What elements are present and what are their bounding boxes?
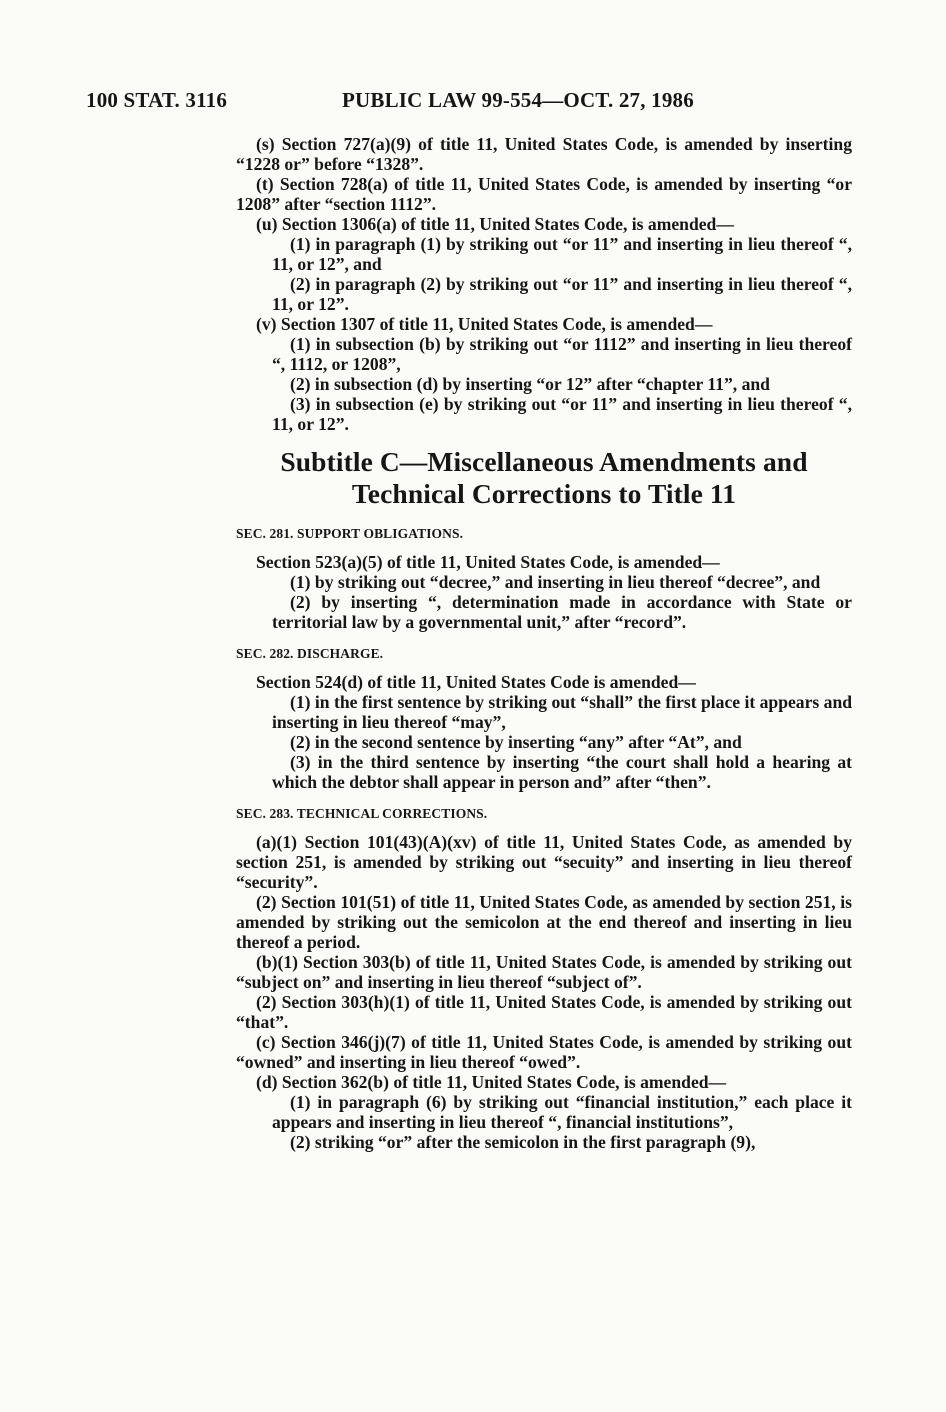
document-body: [236, 134, 852, 1152]
section-281-para-1: (1) by striking out “decree,” and inserting in lieu thereof “decree”, and: [290, 572, 821, 592]
public-law-header: PUBLIC LAW 99-554—OCT. 27, 1986: [342, 88, 694, 112]
subtitle-line-2: Technical Corrections to Title 11: [351, 478, 737, 509]
stat-page-reference: 100 STAT. 3116: [86, 88, 228, 112]
subtitle-line-1: Subtitle C—Miscellaneous Amendments and: [280, 446, 808, 477]
paragraph-s: (s) Section 727(a)(9) of title 11, United States Code, is amended by inserting “1228 or” before “1328”.: [236, 134, 852, 174]
section-283-heading: SEC. 283. TECHNICAL CORRECTIONS.: [236, 806, 488, 821]
section-282-heading: SEC. 282. DISCHARGE.: [236, 646, 384, 661]
section-283-a-2: (2) Section 101(51) of title 11, United States Code, as amended by section 251, is amended by striking out the semicolon at the end thereof and inserting in lieu thereof a period.: [236, 892, 852, 952]
section-283-b-2: (2) Section 303(h)(1) of title 11, United States Code, is amended by striking out “that”.: [236, 992, 852, 1032]
paragraph-v-2: (2) in subsection (d) by inserting “or 12” after “chapter 11”, and: [290, 374, 770, 394]
paragraph-u-1: (1) in paragraph (1) by striking out “or 11” and inserting in lieu thereof “, 11, or 12”, and: [272, 234, 852, 274]
section-282-para-2: (2) in the second sentence by inserting “any” after “At”, and: [290, 732, 742, 752]
paragraph-v-1: (1) in subsection (b) by striking out “or 1112” and inserting in lieu thereof “, 1112, or 1208”,: [272, 334, 852, 374]
section-282-para-3: (3) in the third sentence by inserting “the court shall hold a hearing at which the debtor shall appear in person and” after “then”.: [272, 752, 852, 792]
paragraph-t: (t) Section 728(a) of title 11, United States Code, is amended by inserting “or 1208” after “section 1112”.: [236, 174, 852, 214]
paragraph-v-3: (3) in subsection (e) by striking out “or 11” and inserting in lieu thereof “, 11, or 12”.: [272, 394, 852, 434]
subtitle-heading: [236, 446, 852, 510]
section-281-heading: SEC. 281. SUPPORT OBLIGATIONS.: [236, 526, 464, 541]
section-283-a-1: (a)(1) Section 101(43)(A)(xv) of title 11, United States Code, as amended by section 251, is amended by striking out “secuity” and inserting in lieu thereof “security”.: [236, 832, 852, 892]
section-281-intro: Section 523(a)(5) of title 11, United States Code, is amended—: [256, 552, 720, 572]
section-282-para-1: (1) in the first sentence by striking out “shall” the first place it appears and inserting in lieu thereof “may”,: [272, 692, 853, 732]
section-282-intro: Section 524(d) of title 11, United States Code is amended—: [256, 672, 696, 692]
section-283-b-1: (b)(1) Section 303(b) of title 11, United States Code, is amended by striking out “subject on” and inserting in lieu thereof “subject of”.: [236, 952, 852, 992]
section-283-d-2: (2) striking “or” after the semicolon in the first paragraph (9),: [290, 1132, 756, 1152]
paragraph-v: (v) Section 1307 of title 11, United States Code, is amended—: [256, 314, 713, 334]
section-283-d: (d) Section 362(b) of title 11, United States Code, is amended—: [256, 1072, 727, 1092]
section-283-d-1: (1) in paragraph (6) by striking out “financial institution,” each place it appears and inserting in lieu thereof “, financial institutions”,: [272, 1092, 852, 1132]
paragraph-u-2: (2) in paragraph (2) by striking out “or 11” and inserting in lieu thereof “, 11, or 12”.: [272, 274, 852, 314]
paragraph-u: (u) Section 1306(a) of title 11, United States Code, is amended—: [256, 214, 734, 234]
section-281-para-2: (2) by inserting “, determination made in accordance with State or territorial law by a governmental unit,” after “record”.: [272, 592, 852, 632]
section-283-c: (c) Section 346(j)(7) of title 11, United States Code, is amended by striking out “owned” and inserting in lieu thereof “owed”.: [236, 1032, 852, 1072]
